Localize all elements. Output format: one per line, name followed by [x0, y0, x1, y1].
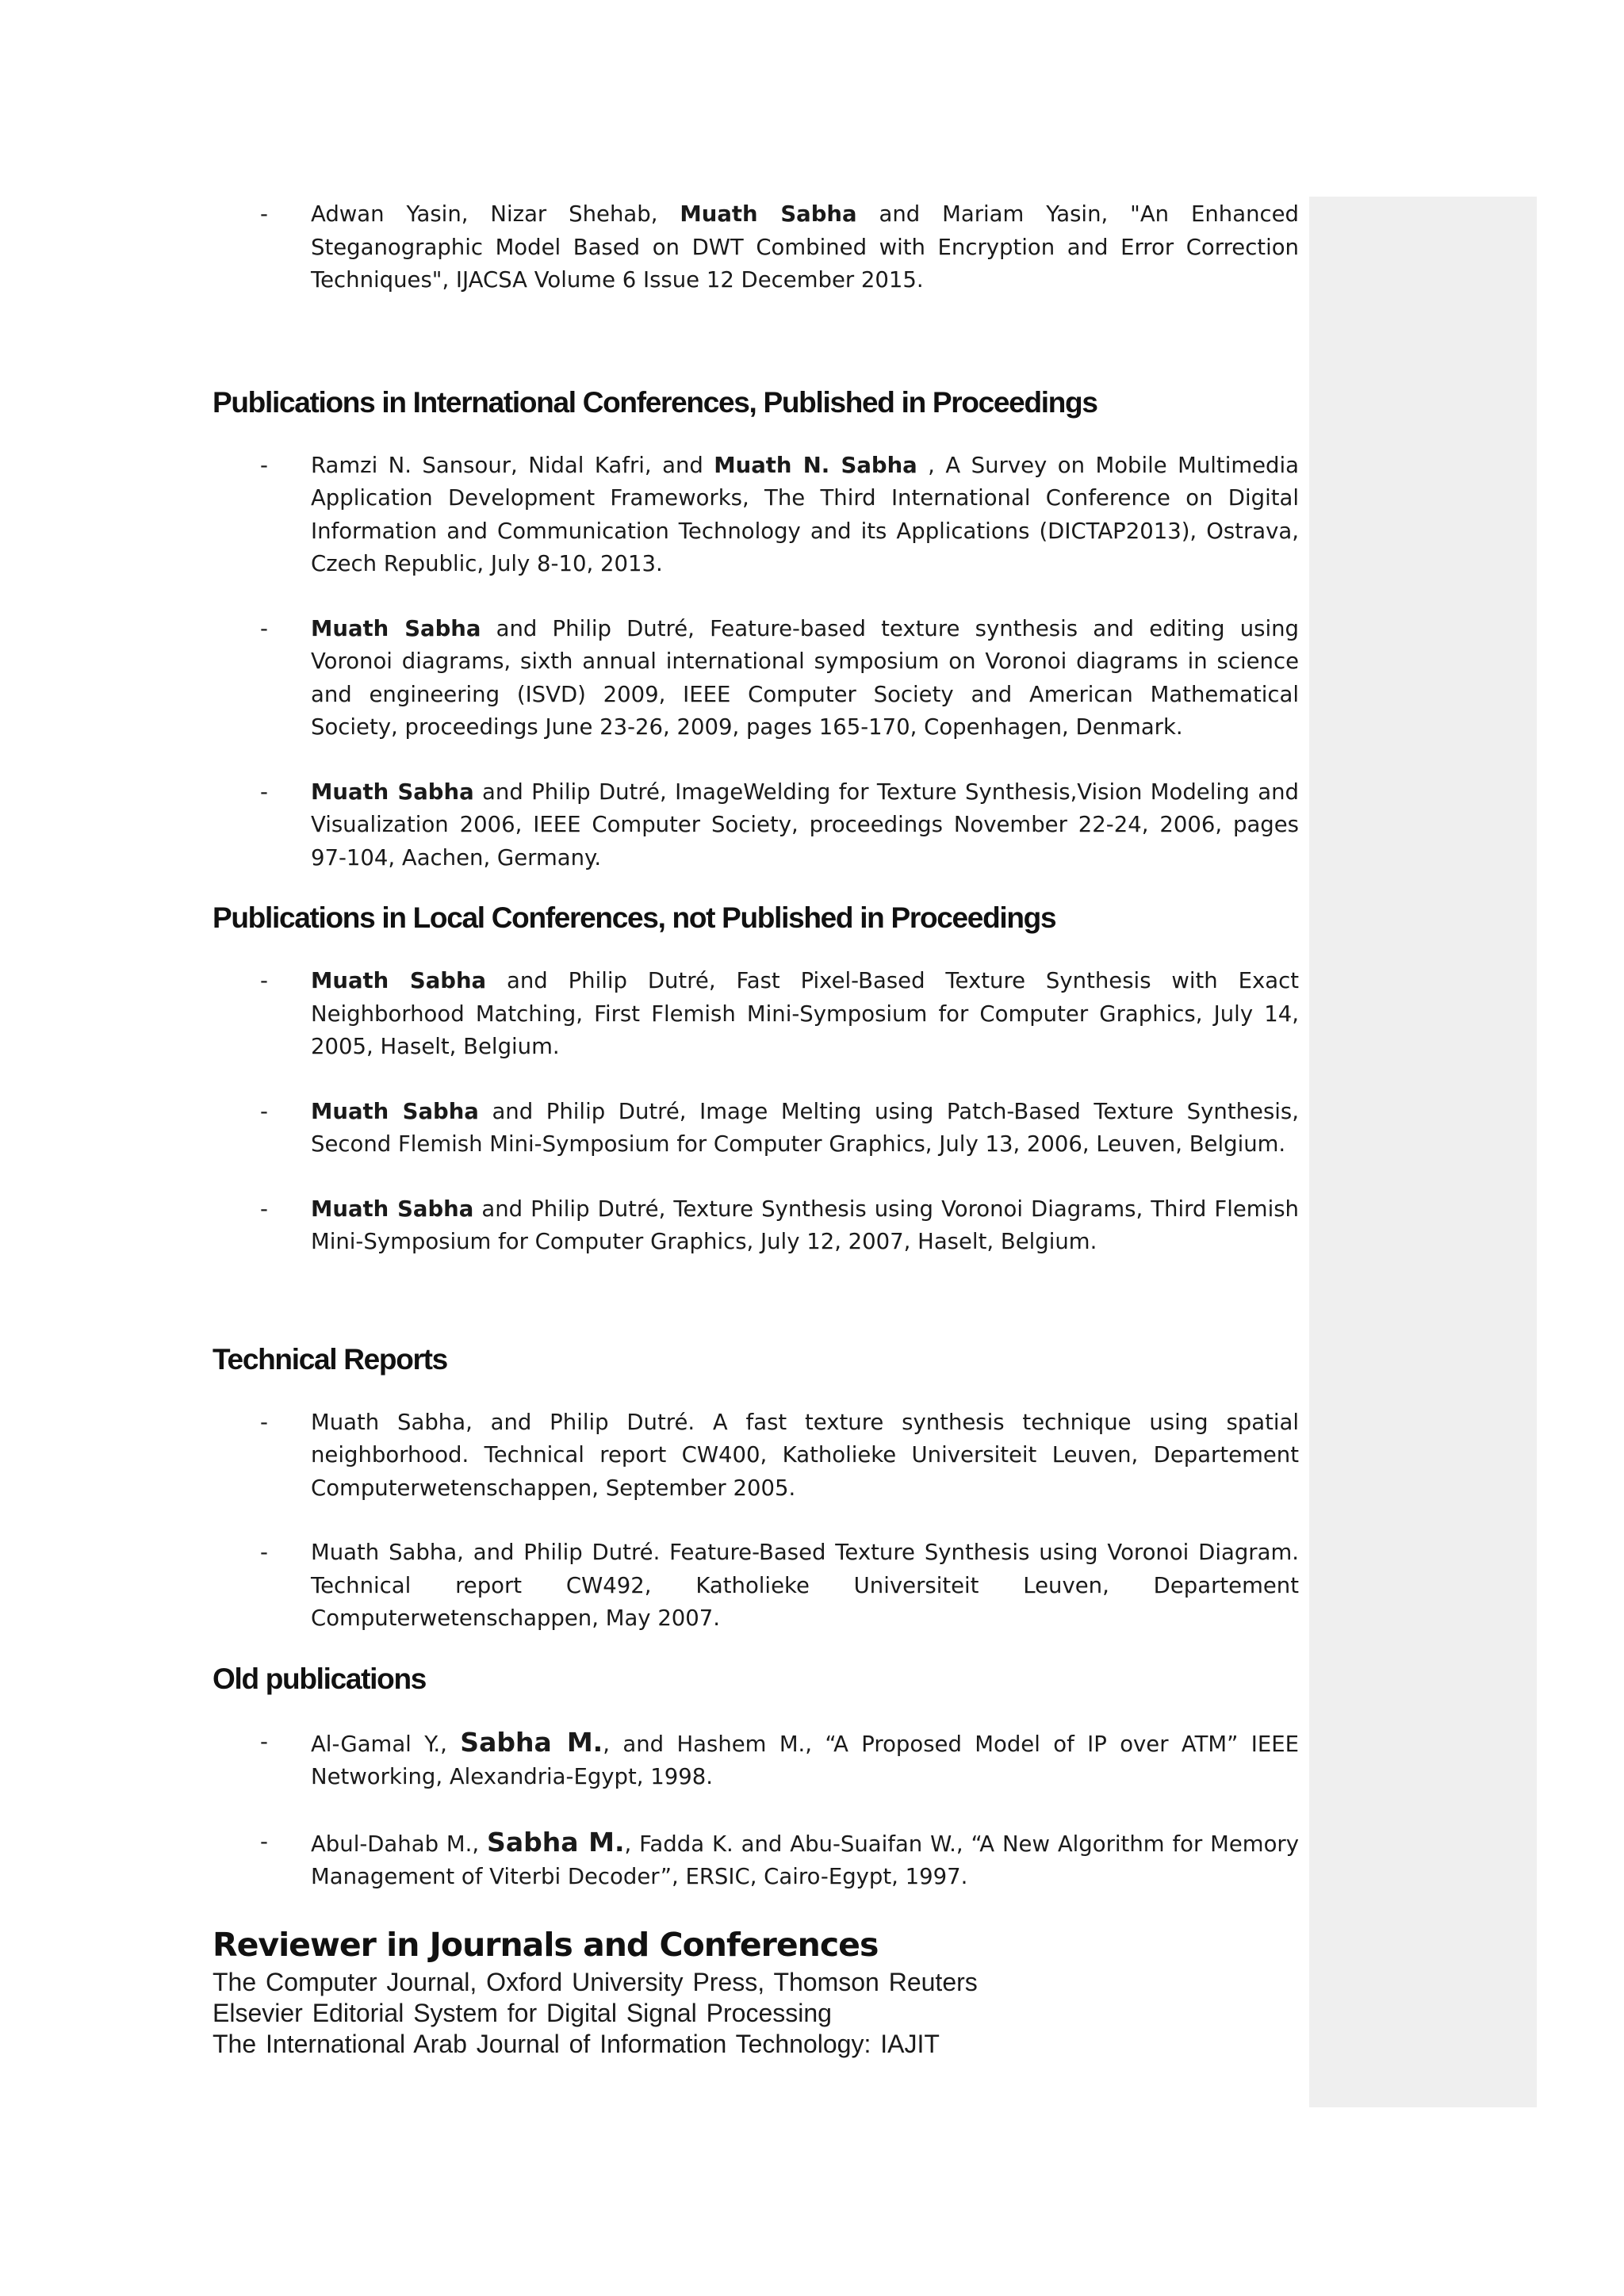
- author-name-emphasis: Sabha M.: [460, 1726, 603, 1758]
- text-run: and Philip Dutré, ImageWelding for Texture Synthesis,Vision Modeling and Visualization 2006, IEEE Computer Society, proceedings November 22-24, 2006, pages 97-104, Aachen, Germany.: [311, 779, 1299, 871]
- document-body: [213, 198, 1299, 2060]
- publication-item: [213, 776, 1299, 875]
- publication-item: [213, 198, 1299, 297]
- text-run: Al-Gamal Y.,: [311, 1731, 461, 1757]
- text-run: Abul-Dahab M.,: [311, 1831, 488, 1857]
- item-spacer: [213, 1064, 1299, 1096]
- publication-text: [311, 1099, 1299, 1158]
- publication-text: [311, 968, 1299, 1059]
- publication-item: [213, 1726, 1299, 1794]
- publication-text: [311, 1540, 1299, 1631]
- author-name-bold: Muath Sabha: [311, 1196, 474, 1222]
- international-conferences-list: [213, 450, 1299, 875]
- text-run: , and Hashem M., “A Proposed Model of IP over ATM” IEEE Networking, Alexandria-Egypt, 1998.: [311, 1731, 1299, 1789]
- list-dash: -: [260, 1540, 268, 1565]
- reviewer-line: The Computer Journal, Oxford University Press, Thomson Reuters: [213, 1967, 978, 1996]
- publication-item: [213, 450, 1299, 581]
- section-heading-international-conferences: Publications in International Conferences, Published in Proceedings: [213, 385, 1097, 419]
- list-dash: -: [260, 1828, 268, 1854]
- reviewer-line: Elsevier Editorial System for Digital Signal Processing: [213, 1998, 832, 2027]
- publication-text: [311, 453, 1299, 577]
- text-run: Ramzi N. Sansour, Nidal Kafri, and: [311, 452, 714, 478]
- author-name-bold: Muath N. Sabha: [714, 452, 917, 478]
- text-run: Muath Sabha, and Philip Dutré. A fast texture synthesis technique using spatial neighborhood. Technical report CW400, Katholieke Universiteit Leuven, Departement Computerwetenschappen, September 2005.: [311, 1409, 1299, 1501]
- author-name-bold: Muath Sabha: [311, 1098, 479, 1124]
- publication-item: [213, 1406, 1299, 1506]
- publication-item: [213, 1096, 1299, 1161]
- publication-text: [311, 1410, 1299, 1501]
- list-dash: -: [260, 1409, 268, 1435]
- publication-item: [213, 1193, 1299, 1259]
- list-dash: -: [260, 1196, 268, 1222]
- list-dash: -: [260, 1098, 268, 1124]
- item-spacer: [213, 1161, 1299, 1193]
- item-spacer: [213, 744, 1299, 776]
- text-run: , Fadda K. and Abu-Suaifan W., “A New Algorithm for Memory Management of Viterbi Decoder”, ERSIC, Cairo-Egypt, 1997.: [311, 1831, 1299, 1889]
- list-dash: -: [260, 615, 268, 641]
- reviewer-heading: Reviewer in Journals and Conferences: [213, 1925, 879, 1964]
- section-heading-old-publications: Old publications: [213, 1662, 427, 1695]
- publication-text: [311, 201, 1299, 293]
- publication-text: [311, 1826, 1299, 1890]
- author-name-emphasis: Sabha M.: [487, 1826, 625, 1858]
- old-publications-list: [213, 1726, 1299, 1894]
- author-name-bold: Muath Sabha: [311, 779, 474, 805]
- reviewer-line: The International Arab Journal of Information Technology: IAJIT: [213, 2029, 940, 2058]
- section-heading-technical-reports: Technical Reports: [213, 1342, 447, 1376]
- publication-item: [213, 1826, 1299, 1894]
- local-conferences-list: [213, 965, 1299, 1259]
- publication-text: [311, 779, 1299, 871]
- item-spacer: [213, 1505, 1299, 1536]
- item-spacer: [213, 1794, 1299, 1826]
- author-name-bold: Muath Sabha: [311, 968, 487, 993]
- technical-reports-list: [213, 1406, 1299, 1636]
- text-run: and Philip Dutré, Texture Synthesis using Voronoi Diagrams, Third Flemish Mini-Symposium for Computer Graphics, July 12, 2007, Haselt, Belgium.: [311, 1196, 1299, 1254]
- list-dash: -: [260, 452, 268, 478]
- comment-margin-panel: [1309, 197, 1537, 2107]
- list-dash: -: [260, 779, 268, 805]
- author-name-bold: Muath Sabha: [680, 201, 857, 227]
- text-run: Adwan Yasin, Nizar Shehab,: [311, 201, 680, 227]
- list-dash: -: [260, 968, 268, 993]
- publication-text: [311, 1726, 1299, 1790]
- publication-text: [311, 1196, 1299, 1255]
- author-name-bold: Muath Sabha: [311, 615, 481, 641]
- text-run: and Mariam Yasin, "An Enhanced Steganographic Model Based on DWT Combined with Encryption and Error Correction Techniques", IJACSA Volume 6 Issue 12 December 2015.: [311, 201, 1299, 293]
- publication-item: [213, 613, 1299, 744]
- publication-item: [213, 965, 1299, 1064]
- section-heading-local-conferences: Publications in Local Conferences, not Published in Proceedings: [213, 901, 1056, 934]
- text-run: and Philip Dutré, Feature-based texture synthesis and editing using Voronoi diagrams, sixth annual international symposium on Voronoi diagrams in science and engineering (ISVD) 2009, IEEE Computer Society and American Mathematical Society, proceedings June 23-26, 2009, pages 165-170, Copenhagen, Denmark.: [311, 615, 1299, 740]
- text-run: and Philip Dutré, Fast Pixel-Based Texture Synthesis with Exact Neighborhood Matching, First Flemish Mini-Symposium for Computer Graphics, July 14, 2005, Haselt, Belgium.: [311, 968, 1299, 1059]
- text-run: Muath Sabha, and Philip Dutré. Feature-Based Texture Synthesis using Voronoi Diagram. Technical report CW492, Katholieke Universiteit Leuven, Departement Computerwetenschappen, May 2007.: [311, 1540, 1299, 1631]
- list-dash: -: [260, 201, 268, 227]
- publication-item: [213, 1536, 1299, 1636]
- text-run: , A Survey on Mobile Multimedia Application Development Frameworks, The Third International Conference on Digital Information and Communication Technology and its Applications (DICTAP2013), Ostrava, Czech Republic, July 8-10, 2013.: [311, 452, 1299, 576]
- text-run: and Philip Dutré, Image Melting using Patch-Based Texture Synthesis, Second Flemish Mini-Symposium for Computer Graphics, July 13, 2006, Leuven, Belgium.: [311, 1098, 1299, 1157]
- item-spacer: [213, 581, 1299, 613]
- list-dash: -: [260, 1728, 268, 1755]
- publication-text: [311, 616, 1299, 740]
